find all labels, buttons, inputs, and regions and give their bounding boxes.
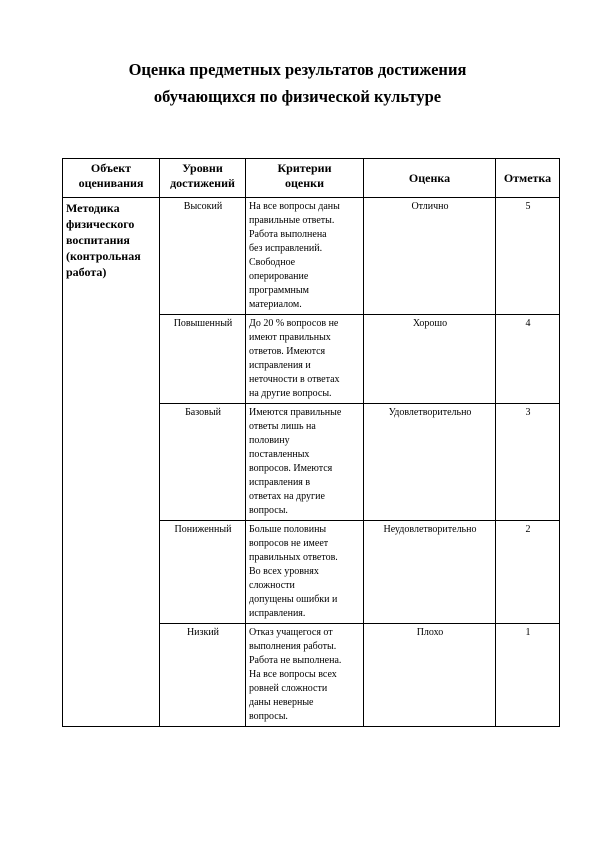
level-cell: Повышенный — [160, 315, 246, 404]
criteria-line: исправления и — [249, 360, 311, 371]
level-cell: Низкий — [160, 624, 246, 727]
criteria-line: поставленных — [249, 449, 310, 460]
object-line: (контрольная — [66, 249, 141, 263]
mark-cell: 1 — [496, 624, 560, 727]
header-criteria-line-1: Критерии — [277, 161, 332, 175]
criteria-line: исправления в — [249, 477, 311, 488]
criteria-line: оперирование — [249, 271, 309, 282]
criteria-cell — [246, 404, 364, 521]
criteria-line: ответы лишь на — [249, 421, 316, 432]
criteria-line: половину — [249, 435, 290, 446]
criteria-line: на другие вопросы. — [249, 388, 332, 399]
grade-cell: Хорошо — [364, 315, 496, 404]
table-row — [63, 198, 560, 315]
object-line: Методика — [66, 201, 120, 215]
criteria-line: Во всех уровнях — [249, 566, 319, 577]
criteria-line: без исправлений. — [249, 243, 323, 254]
criteria-cell — [246, 521, 364, 624]
criteria-line: ответов. Имеются — [249, 346, 326, 357]
criteria-line: допущены ошибки и — [249, 594, 338, 605]
level-cell: Базовый — [160, 404, 246, 521]
grade-cell: Отлично — [364, 198, 496, 315]
criteria-line: даны неверные — [249, 697, 314, 708]
document-title — [0, 56, 595, 110]
criteria-line: На все вопросы всех — [249, 669, 337, 680]
criteria-line: правильных ответов. — [249, 552, 338, 563]
header-levels-line-2: достижений — [170, 176, 235, 190]
mark-cell: 5 — [496, 198, 560, 315]
object-line: работа) — [66, 265, 107, 279]
header-levels-line-1: Уровни — [182, 161, 223, 175]
title-line-2: обучающихся по физической культуре — [153, 87, 442, 106]
mark-cell: 3 — [496, 404, 560, 521]
criteria-line: вопросов. Имеются — [249, 463, 333, 474]
criteria-line: Отказ учащегося от — [249, 627, 333, 638]
criteria-line: неточности в ответах — [249, 374, 340, 385]
grade-cell: Удовлетворительно — [364, 404, 496, 521]
header-object-line-1: Объект — [90, 161, 132, 175]
criteria-line: материалом. — [249, 299, 302, 310]
criteria-line: исправления. — [249, 608, 306, 619]
criteria-line: выполнения работы. — [249, 641, 337, 652]
header-row — [63, 159, 560, 198]
level-cell: Пониженный — [160, 521, 246, 624]
criteria-line: Больше половины — [249, 524, 327, 535]
criteria-line: вопросы. — [249, 505, 288, 516]
header-grade: Оценка — [364, 159, 496, 198]
criteria-line: ответах на другие — [249, 491, 325, 502]
assessment-table — [62, 158, 560, 727]
criteria-line: имеют правильных — [249, 332, 331, 343]
criteria-cell — [246, 315, 364, 404]
object-line: воспитания — [66, 233, 130, 247]
header-criteria — [246, 159, 364, 198]
criteria-line: Свободное — [249, 257, 296, 268]
header-object-line-2: оценивания — [78, 176, 144, 190]
title-line-1: Оценка предметных результатов достижения — [128, 60, 467, 79]
level-cell: Высокий — [160, 198, 246, 315]
mark-cell: 2 — [496, 521, 560, 624]
grade-cell: Плохо — [364, 624, 496, 727]
criteria-cell — [246, 624, 364, 727]
criteria-line: ровней сложности — [249, 683, 328, 694]
criteria-line: сложности — [249, 580, 295, 591]
criteria-line: правильные ответы. — [249, 215, 335, 226]
mark-cell: 4 — [496, 315, 560, 404]
header-levels — [160, 159, 246, 198]
object-line: физического — [66, 217, 135, 231]
header-criteria-line-2: оценки — [285, 176, 324, 190]
criteria-line: На все вопросы даны — [249, 201, 340, 212]
header-object — [63, 159, 160, 198]
criteria-line: вопросы. — [249, 711, 288, 722]
criteria-line: программным — [249, 285, 309, 296]
grade-cell: Неудовлетворительно — [364, 521, 496, 624]
header-mark: Отметка — [496, 159, 560, 198]
object-cell — [63, 198, 160, 727]
criteria-line: До 20 % вопросов не — [249, 318, 339, 329]
criteria-line: Работа выполнена — [249, 229, 327, 240]
criteria-line: Работа не выполнена. — [249, 655, 342, 666]
criteria-line: вопросов не имеет — [249, 538, 329, 549]
criteria-cell — [246, 198, 364, 315]
criteria-line: Имеются правильные — [249, 407, 342, 418]
